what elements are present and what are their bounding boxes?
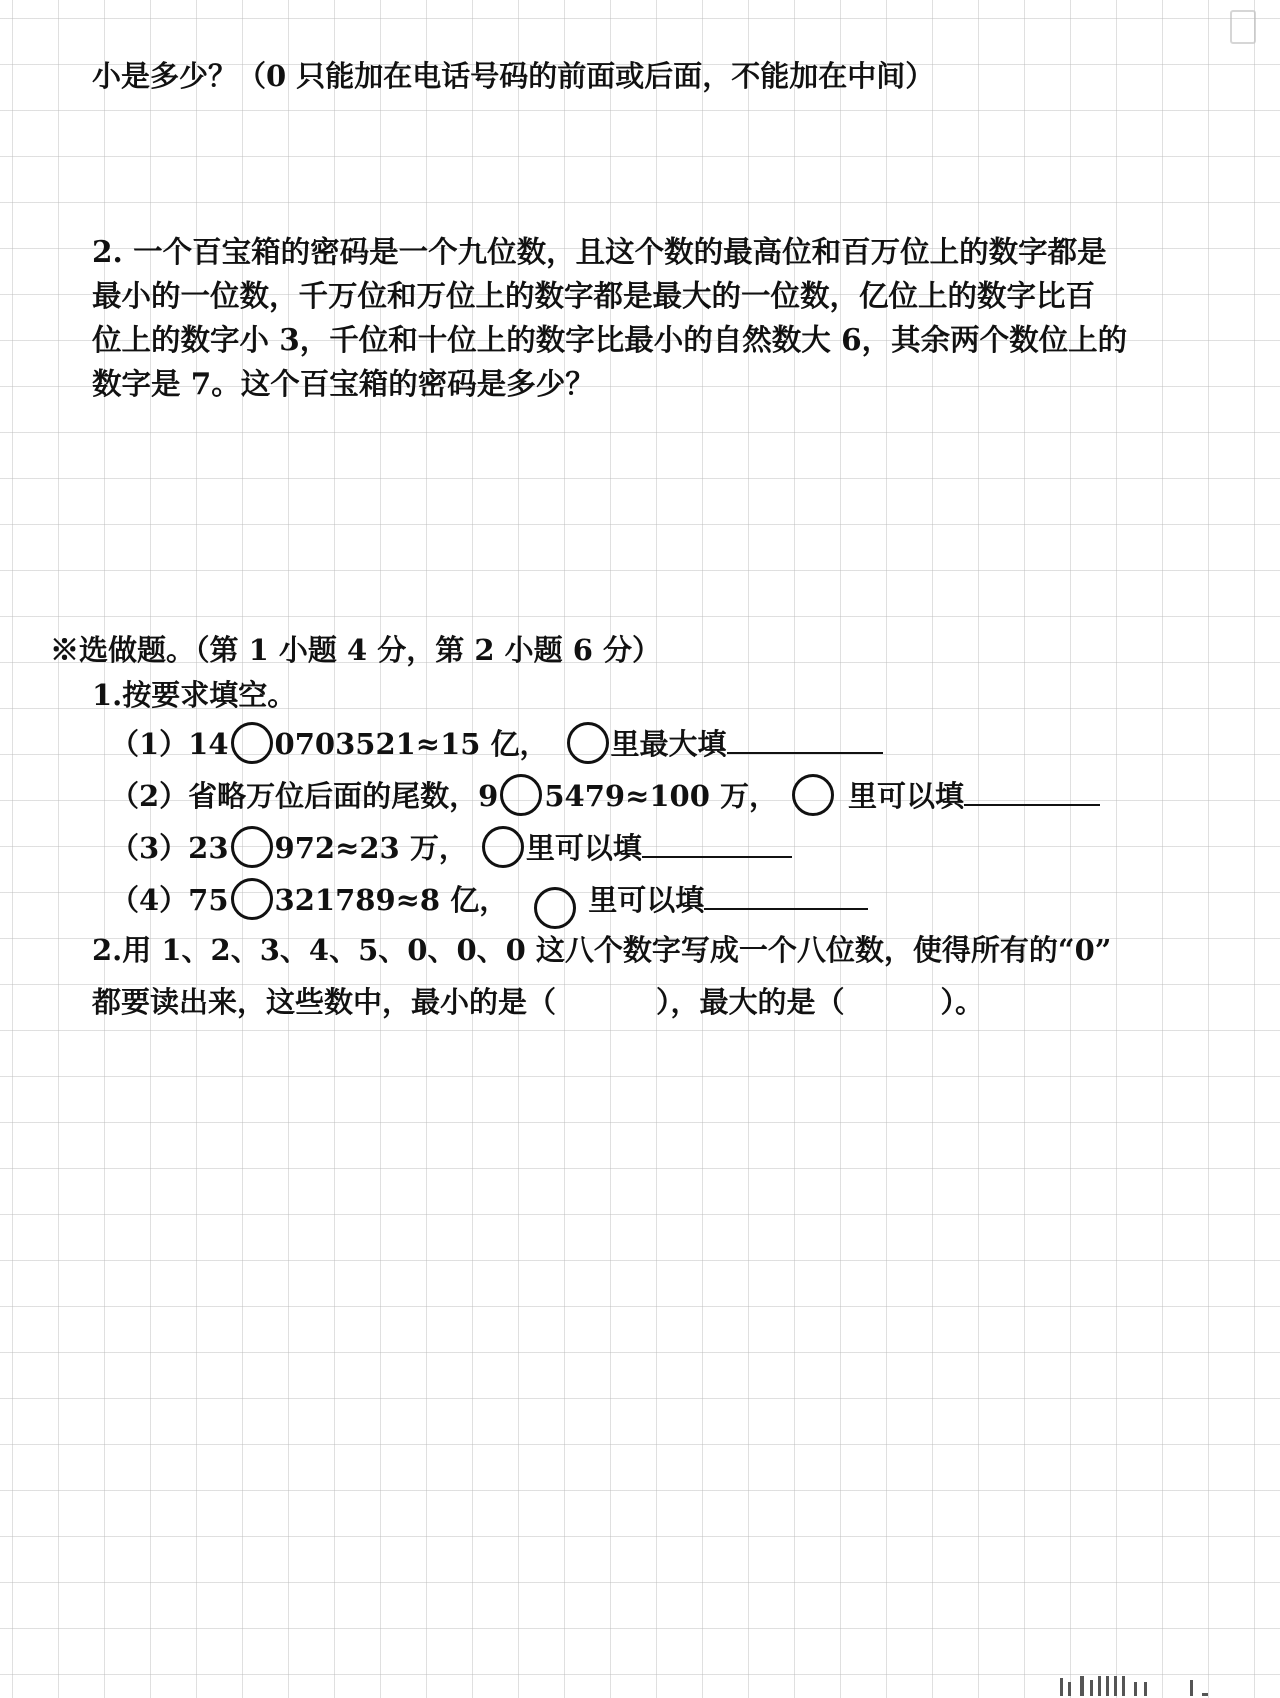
corner-mark [1230, 10, 1256, 44]
answer-blank-4[interactable] [704, 878, 868, 910]
fill-item-2-label: （2）省略万位后面的尾数，9 [110, 779, 499, 813]
fill-item-3-label: （3）23 [110, 831, 229, 865]
q2-line-1: 2. 一个百宝箱的密码是一个九位数，且这个数的最高位和百万位上的数字都是 [92, 234, 1107, 269]
fill-item-2-after: 5479≈100 万， [544, 779, 779, 813]
answer-circle-1b[interactable] [567, 722, 609, 764]
fill-item-2 [110, 774, 1100, 819]
fill-item-1-label: （1）14 [110, 727, 229, 761]
sub-question-1-title: 1.按要求填空。 [92, 678, 297, 712]
footer-marks [1060, 1672, 1260, 1696]
fill-item-1 [110, 722, 883, 767]
sub-question-2-line-2 [92, 982, 984, 1022]
fill-item-4-label: （4）75 [110, 883, 229, 917]
answer-circle-4b[interactable] [534, 887, 576, 929]
fill-item-4 [110, 878, 868, 923]
fill-item-3-fill-text: 里可以填 [525, 831, 642, 865]
q2-line-4: 数字是 7。这个百宝箱的密码是多少？ [92, 366, 595, 401]
fill-item-1-fill-text: 里最大填 [610, 727, 727, 761]
answer-circle-1a[interactable] [231, 722, 273, 764]
fill-item-1-after: 0703521≈15 亿， [274, 727, 549, 761]
sub-question-2-line-1: 2.用 1、2、3、4、5、0、0、0 这八个数字写成一个八位数，使得所有的“0” [92, 933, 1112, 967]
fill-item-3-after: 972≈23 万， [274, 831, 468, 865]
fill-item-3 [110, 826, 792, 871]
sub-question-2-text-b: ），最大的是（ [656, 985, 845, 1019]
fill-item-4-fill-text: 里可以填 [588, 883, 705, 917]
answer-circle-2a[interactable] [500, 774, 542, 816]
answer-circle-3a[interactable] [231, 826, 273, 868]
answer-blank-2[interactable] [964, 774, 1100, 806]
sub-question-2-text-c: ）。 [940, 985, 985, 1019]
answer-blank-3[interactable] [642, 826, 792, 858]
sub-question-2-text-a: 都要读出来，这些数中，最小的是（ [92, 985, 557, 1019]
answer-circle-3b[interactable] [482, 826, 524, 868]
fill-item-2-fill-text: 里可以填 [848, 779, 965, 813]
answer-blank-1[interactable] [727, 722, 883, 754]
optional-heading: ※选做题。（第 1 小题 4 分，第 2 小题 6 分） [50, 633, 661, 667]
answer-circle-4a[interactable] [231, 878, 273, 920]
q2-line-3: 位上的数字小 3，千位和十位上的数字比最小的自然数大 6，其余两个数位上的 [92, 322, 1128, 357]
top-line: 小是多少？（0 只能加在电话号码的前面或后面，不能加在中间） [92, 59, 935, 93]
fill-item-4-after: 321789≈8 亿， [274, 883, 509, 917]
q2-line-2: 最小的一位数，千万位和万位上的数字都是最大的一位数，亿位上的数字比百 [92, 278, 1096, 313]
answer-circle-2b[interactable] [792, 774, 834, 816]
